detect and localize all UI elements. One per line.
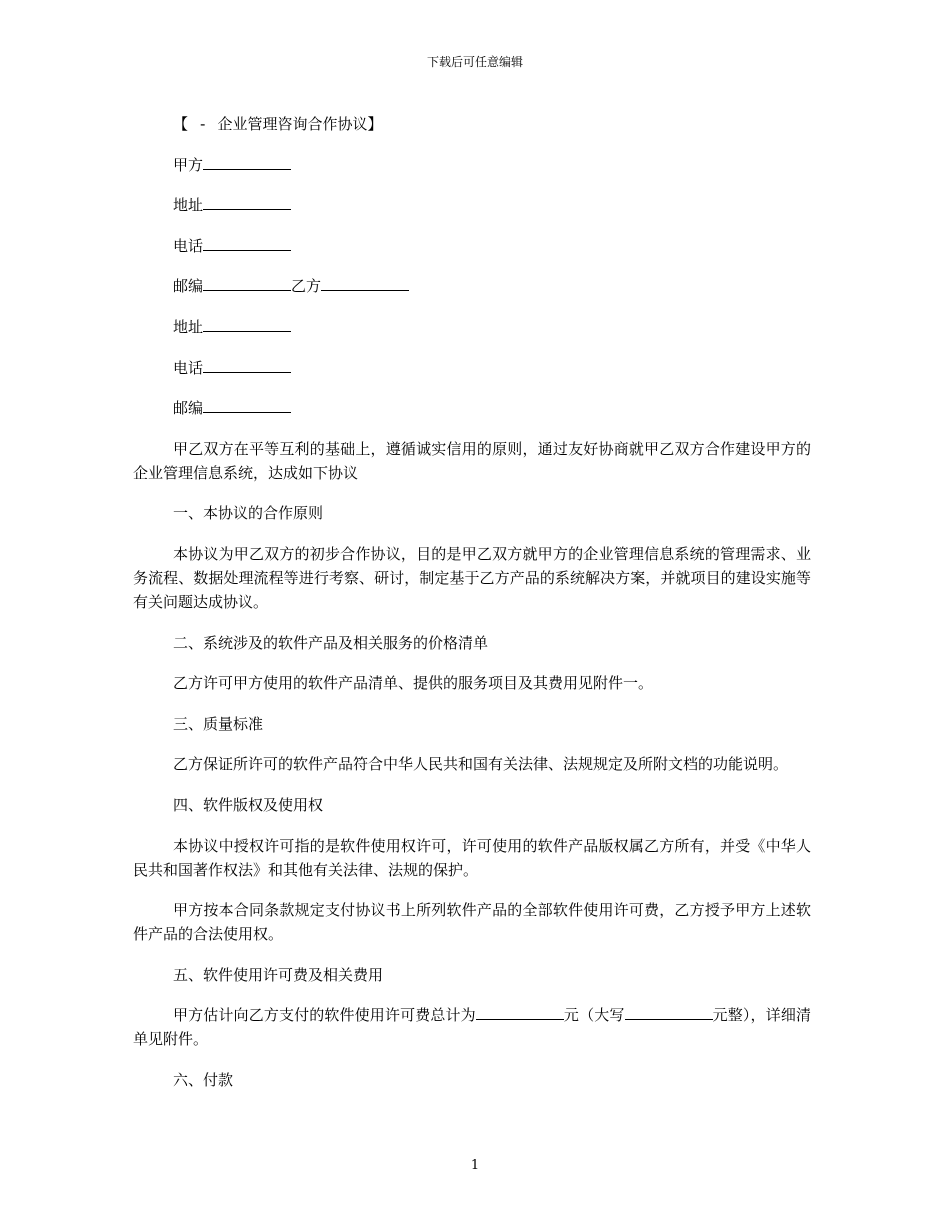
field-address-a: 地址	[133, 193, 811, 217]
section-paragraph-3: 乙方保证所许可的软件产品符合中华人民共和国有关法律、法规规定及所附文档的功能说明。	[173, 755, 789, 774]
section-heading-3: 三、质量标准	[173, 714, 264, 733]
blank-line	[203, 398, 291, 413]
section-heading-2: 二、系统涉及的软件产品及相关服务的价格清单	[173, 633, 489, 652]
blank-line	[625, 1005, 713, 1020]
section-paragraph-6: 甲方估计向乙方支付的软件使用许可费总计为 元（大写 元整），详细清单见附件。	[133, 1006, 811, 1049]
field-phone-b: 电话	[133, 356, 811, 380]
blank-line	[203, 236, 291, 251]
section-paragraph-1: 本协议为甲乙双方的初步合作协议，目的是甲乙双方就甲方的企业管理信息系统的管理需求、业务流程、数据处理流程等进行考察、研讨，制定基于乙方产品的系统解决方案，并就项目的建设实施等有关问题达成协议。	[133, 544, 811, 611]
intro-paragraph: 甲乙双方在平等互利的基础上，遵循诚实信用的原则，通过友好协商就甲乙双方合作建设甲方的企业管理信息系统，达成如下协议	[133, 439, 811, 482]
section-heading-5: 五、软件使用许可费及相关费用	[173, 965, 384, 984]
title-text: 企业管理咨询合作协议】	[217, 115, 383, 133]
page-header: 下载后可任意编辑	[426, 55, 523, 69]
field-party-a: 甲方	[133, 153, 811, 177]
section-paragraph-2: 乙方许可甲方使用的软件产品清单、提供的服务项目及其费用见附件一。	[173, 674, 654, 693]
blank-line	[203, 195, 291, 210]
title-bracket: 【	[173, 115, 189, 133]
title-dash: -	[200, 115, 206, 133]
field-postcode-a-party-b: 邮编 乙方	[133, 274, 811, 298]
field-postcode-b: 邮编	[133, 396, 811, 420]
blank-line	[203, 155, 291, 170]
section-heading-4: 四、软件版权及使用权	[173, 795, 324, 814]
blank-line	[321, 276, 409, 291]
field-address-b: 地址	[133, 315, 811, 339]
section-heading-6: 六、付款	[173, 1070, 234, 1089]
document-title	[133, 112, 811, 136]
blank-line	[203, 317, 291, 332]
section-paragraph-4: 本协议中授权许可指的是软件使用权许可，许可使用的软件产品版权属乙方所有，并受《中华人民共和国著作权法》和其他有关法律、法规的保护。	[133, 836, 811, 879]
section-heading-1: 一、本协议的合作原则	[173, 504, 324, 523]
blank-line	[203, 276, 291, 291]
field-phone-a: 电话	[133, 234, 811, 258]
section-paragraph-5: 甲方按本合同条款规定支付协议书上所列软件产品的全部软件使用许可费，乙方授予甲方上述软件产品的合法使用权。	[133, 901, 811, 944]
page-number: 1	[470, 1158, 480, 1173]
blank-line	[203, 358, 291, 373]
blank-line	[476, 1005, 564, 1020]
document-body	[133, 112, 811, 1108]
